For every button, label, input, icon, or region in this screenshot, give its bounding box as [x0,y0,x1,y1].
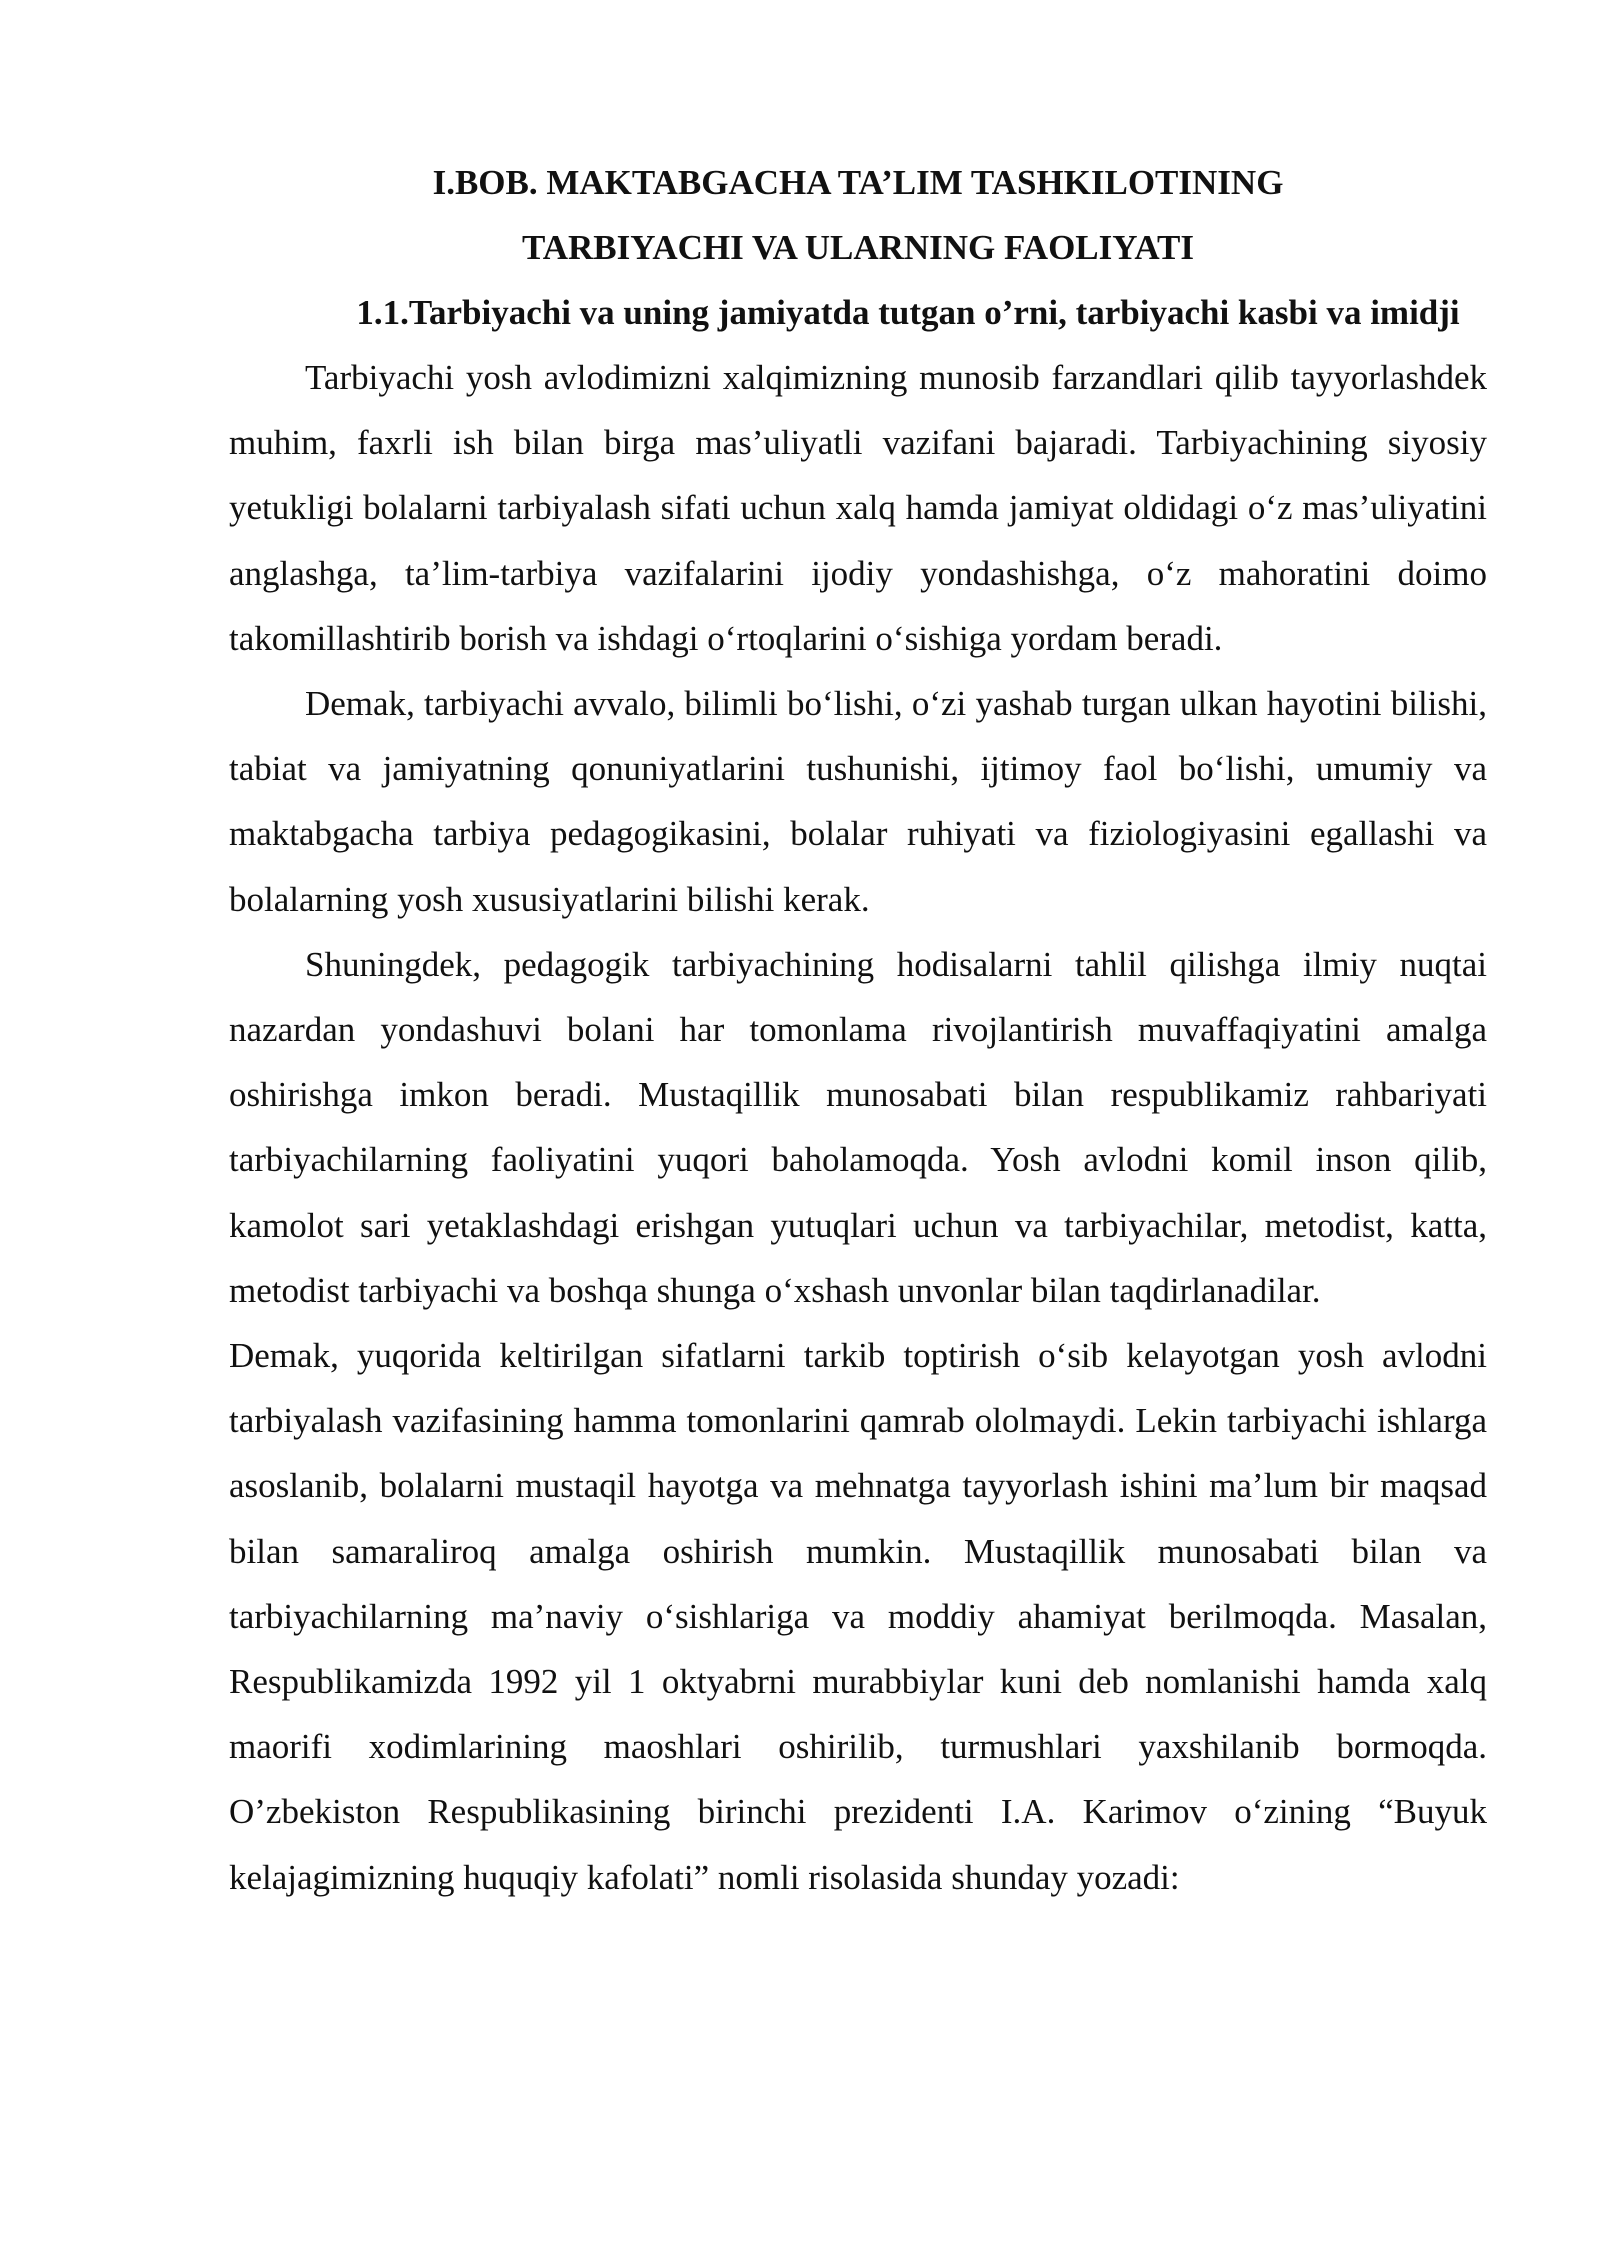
document-body [229,150,1487,1910]
paragraph-3: Shuningdek, pedagogik tarbiyachining hodisalarni tahlil qilishga ilmiy nuqtai nazardan yondashuvi bolani har tomonlama rivojlantirish muvaffaqiyatini amalga oshirishga imkon beradi. Mustaqillik munosabati bilan respublikamiz rahbariyati tarbiyachilarning faoliyatini yuqori baholamoqda. Yosh avlodni komil inson qilib, kamolot sari yetaklashdagi erishgan yutuqlari uchun va tarbiyachilar, metodist, katta, metodist tarbiyachi va boshqa shunga o‘xshash unvonlar bilan taqdirlanadilar. [229,944,1487,1310]
paragraph-2: Demak, tarbiyachi avvalo, bilimli bo‘lishi, o‘zi yashab turgan ulkan hayotini bilishi, tabiat va jamiyatning qonuniyatlarini tushunishi, ijtimoy faol bo‘lishi, umumiy va maktabgacha tarbiya pedagogikasini, bolalar ruhiyati va fiziologiyasini egallashi va bolalarning yosh xususiyatlarini bilishi kerak. [229,684,1487,919]
chapter-title [229,150,1487,280]
chapter-title-line-2: TARBIYACHI VA ULARNING FAOLIYATI [522,228,1194,267]
paragraph-1: Tarbiyachi yosh avlodimizni xalqimizning munosib farzandlari qilib tayyorlashdek muhim, faxrli ish bilan birga mas’uliyatli vazifani bajaradi. Tarbiyachining siyosiy yetukligi bolalarni tarbiyalash sifati uchun xalq hamda jamiyat oldidagi o‘z mas’uliyatini anglashga, ta’lim-tarbiya vazifalarini ijodiy yondashishga, o‘z mahoratini doimo takomillashtirib borish va ishdagi o‘rtoqlarini o‘sishiga yordam beradi. [229,358,1487,658]
paragraph-4: Demak, yuqorida keltirilgan sifatlarni tarkib toptirish o‘sib kelayotgan yosh avlodni tarbiyalash vazifasining hamma tomonlarini qamrab ololmaydi. Lekin tarbiyachi ishlarga asoslanib, bolalarni mustaqil hayotga va mehnatga tayyorlash ishini ma’lum bir maqsad bilan samaraliroq amalga oshirish mumkin. Mustaqillik munosabati bilan va tarbiyachilarning ma’naviy o‘sishlariga va moddiy ahamiyat berilmoqda. Masalan, Respublikamizda 1992 yil 1 oktyabrni murabbiylar kuni deb nomlanishi hamda xalq maorifi xodimlarining maoshlari oshirilib, turmushlari yaxshilanib bormoqda. O’zbekiston Respublikasining birinchi prezidenti I.A. Karimov o‘zining “Buyuk kelajagimizning huquqiy kafolati” nomli risolasida shunday yozadi: [229,1336,1487,1897]
chapter-title-line-1: I.BOB. MAKTABGACHA TA’LIM TASHKILOTINING [432,163,1284,202]
section-title: 1.1.Tarbiyachi va uning jamiyatda tutgan o’rni, tarbiyachi kasbi va imidji [356,293,1460,332]
